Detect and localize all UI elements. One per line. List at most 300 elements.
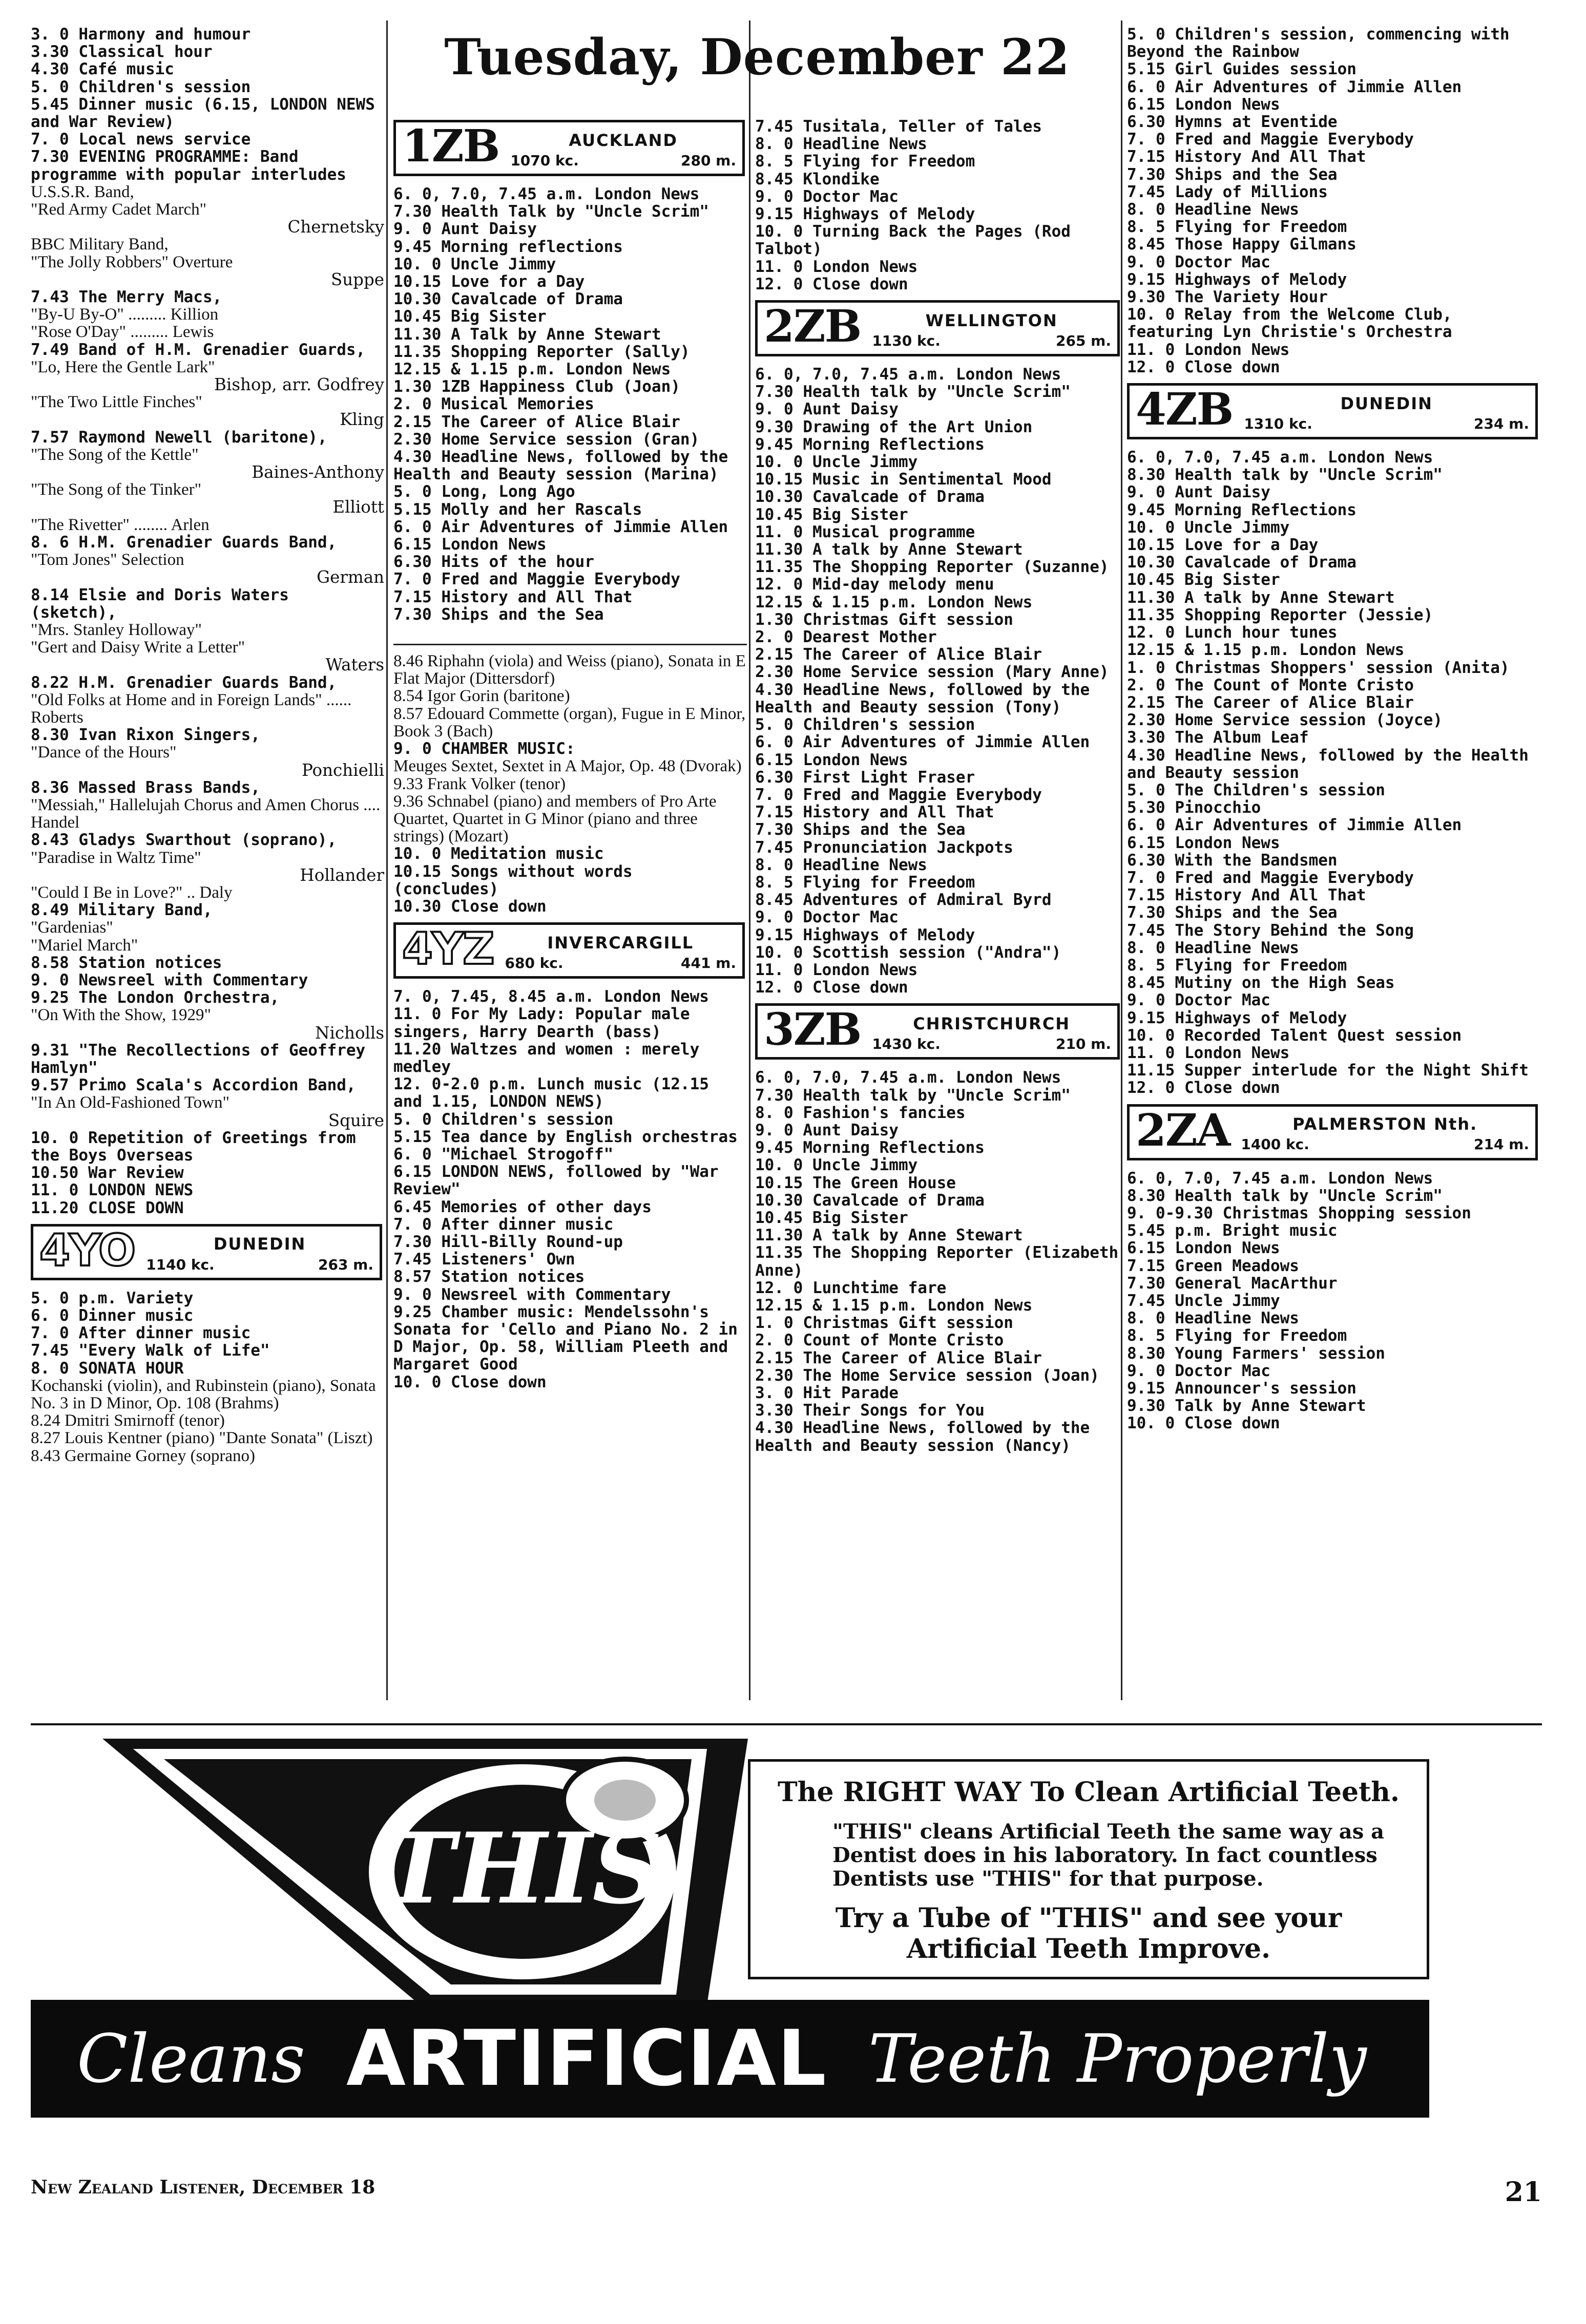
programme-line: 8.30 Ivan Rixon Singers, [31, 726, 260, 745]
programme-line: 10.30 Cavalcade of Drama [755, 1191, 985, 1210]
programme-list [755, 1069, 1122, 1454]
programme-line: 12. 0 Close down [1127, 1079, 1280, 1097]
publication-line: New Zealand Listener, December 18 [31, 2177, 375, 2198]
station-metres: 280 m. [680, 152, 736, 169]
programme-line: 6. 0 "Michael Strogoff" [393, 1145, 614, 1164]
programme-line: 9. 0 Doctor Mac [755, 187, 899, 206]
programme-line: 11. 0 London News [1127, 1043, 1290, 1062]
programme-line: "Mrs. Stanley Holloway" [31, 620, 202, 639]
programme-line: 7.43 The Merry Macs, [31, 288, 222, 307]
programme-line: 10.30 Cavalcade of Drama [755, 488, 985, 506]
programme-line: 8. 5 Flying for Freedom [1127, 1326, 1347, 1345]
programme-line: 8.14 Elsie and Doris Waters (sketch), [31, 585, 289, 622]
programme-line: "Gert and Daisy Write a Letter" [31, 638, 245, 657]
programme-list [755, 366, 1122, 996]
programme-line: 7.45 Tusitala, Teller of Tales [755, 117, 1042, 136]
programme-line: 10. 0 Repetition of Greetings from the Boys Overseas [31, 1128, 356, 1165]
programme-line: 6. 0, 7.0, 7.45 a.m. London News [1127, 448, 1433, 467]
page-number: 21 [1505, 2177, 1542, 2208]
programme-line: 3. 0 Harmony and humour [31, 25, 251, 44]
programme-line: 11. 0 London News [755, 257, 918, 276]
programme-line: 10.15 Music in Sentimental Mood [755, 470, 1052, 489]
banner-word: Teeth Properly [868, 2020, 1367, 2098]
programme-line: "The Song of the Kettle" [31, 445, 199, 464]
programme-line: 12. 0 Close down [755, 978, 908, 997]
station-box-4yz [393, 922, 745, 979]
programme-line: 2.30 Home Service session (Mary Anne) [755, 663, 1109, 682]
station-metres: 234 m. [1473, 415, 1529, 432]
programme-line: 11. 0 LONDON NEWS [31, 1181, 194, 1200]
programme-line: 12. 0 Lunch hour tunes [1127, 623, 1338, 642]
programme-line: 10.30 Close down [393, 897, 547, 916]
column-1 [31, 26, 384, 1465]
programme-line: 8.45 Klondike [755, 170, 880, 188]
station-metres: 265 m. [1055, 332, 1111, 349]
programme-line: Squire [328, 1110, 384, 1130]
programme-line: 9.25 The London Orchestra, [31, 988, 280, 1007]
station-kc: 1130 kc. [872, 332, 941, 349]
programme-line: 1.30 1ZB Happiness Club (Joan) [393, 377, 680, 396]
programme-line: "In An Old-Fashioned Town" [31, 1093, 229, 1112]
programme-line: 10. 0 Relay from the Welcome Club, featuring Lyn Christie's Orchestra [1127, 305, 1452, 342]
programme-line: U.S.S.R. Band, [31, 182, 134, 201]
programme-line: 9. 0 Aunt Daisy [393, 220, 537, 239]
station-box-4zb [1127, 383, 1538, 439]
programme-line: 8.30 Health talk by "Uncle Scrim" [1127, 466, 1443, 484]
programme-line: 8. 0 Headline News [1127, 1309, 1299, 1328]
column-3 [755, 118, 1122, 1454]
programme-line: 7.45 Pronunciation Jackpots [755, 838, 1013, 857]
programme-line: "Could I Be in Love?" .. Daly [31, 883, 233, 902]
programme-line: 8. 5 Flying for Freedom [1127, 218, 1347, 237]
programme-line: 12.15 & 1.15 p.m. London News [1127, 641, 1405, 660]
column-2-header [393, 26, 1121, 95]
programme-line: 10. 0 Meditation music [393, 844, 604, 863]
column-2 [393, 113, 747, 1391]
programme-line: Kochanski (violin), and Rubinstein (piano), Sonata No. 3 in D Minor, Op. 108 (Brahms) [31, 1376, 376, 1413]
programme-line: "Lo, Here the Gentle Lark" [31, 357, 215, 376]
programme-line: 12. 0-2.0 p.m. Lunch music (12.15 and 1.15, LONDON NEWS) [393, 1075, 709, 1111]
programme-line: Baines-Anthony [252, 462, 384, 482]
programme-line: 10. 0 Uncle Jimmy [755, 1156, 918, 1175]
programme-line: Nicholls [315, 1023, 384, 1043]
programme-line: 6.30 With the Bandsmen [1127, 851, 1338, 870]
programme-line: 6.15 London News [1127, 1239, 1280, 1258]
programme-line: 7. 0 After dinner music [393, 1215, 614, 1234]
programme-line: 5.15 Girl Guides session [1127, 60, 1357, 79]
column-rule [749, 20, 750, 1700]
programme-line: 8. 0 Headline News [1127, 200, 1299, 219]
programme-line: 8. 0 Fashion's fancies [755, 1103, 966, 1122]
divider [393, 644, 747, 645]
advertisement [31, 1739, 1429, 2138]
station-metres: 210 m. [1055, 1036, 1111, 1053]
column-rule [386, 20, 388, 1700]
programme-line: 9. 0 Newsreel with Commentary [393, 1285, 671, 1304]
programme-line: 6. 0, 7.0, 7.45 a.m. London News [755, 365, 1061, 384]
programme-line: 9.15 Announcer's session [1127, 1379, 1357, 1398]
programme-line: 6.15 LONDON NEWS, followed by "War Review" [393, 1163, 719, 1199]
programme-line: 5.30 Pinocchio [1127, 798, 1261, 817]
station-call: 4YO [39, 1224, 135, 1276]
programme-line: 9.15 Highways of Melody [755, 205, 975, 224]
programme-line: 6.30 Hymns at Eventide [1127, 113, 1338, 132]
programme-line: 6. 0, 7.0, 7.45 a.m. London News [1127, 1169, 1433, 1188]
programme-line: 9. 0 Doctor Mac [1127, 1361, 1270, 1380]
programme-line: 9. 0 Doctor Mac [1127, 991, 1270, 1010]
programme-line: 7.15 Green Meadows [1127, 1256, 1299, 1275]
programme-line: Chernetsky [287, 217, 384, 237]
programme-line: 9.30 Talk by Anne Stewart [1127, 1397, 1366, 1415]
programme-line: 11.35 The Shopping Reporter (Suzanne) [755, 558, 1109, 577]
programme-line: 7.45 Lady of Millions [1127, 182, 1328, 201]
programme-list [393, 185, 747, 623]
station-city: DUNEDIN [1340, 393, 1433, 413]
programme-line: 7.30 Health Talk by "Uncle Scrim" [393, 202, 709, 221]
programme-line: 2.30 Home Service session (Gran) [393, 430, 700, 449]
programme-line: 7.30 Hill-Billy Round-up [393, 1232, 623, 1251]
programme-line: 6. 0 Dinner music [31, 1306, 194, 1325]
programme-line: 10.15 Songs without words (concludes) [393, 862, 633, 898]
programme-line: 7.15 History And All That [1127, 886, 1366, 905]
programme-line: 9.15 Highways of Melody [1127, 1008, 1347, 1027]
programme-line: 3. 0 Hit Parade [755, 1384, 899, 1402]
programme-line: 8.27 Louis Kentner (piano) "Dante Sonata" (Liszt) [31, 1429, 373, 1448]
programme-line: 6.30 Hits of the hour [393, 553, 594, 572]
programme-line: 9.25 Chamber music: Mendelssohn's Sonata for 'Cello and Piano No. 2 in D Major, Op. 58, William Pleeth and Margaret Good [393, 1302, 738, 1374]
programme-line: 2.15 The Career of Alice Blair [755, 1348, 1042, 1367]
station-city: PALMERSTON Nth. [1292, 1114, 1478, 1134]
programme-line: 7. 0 After dinner music [31, 1324, 251, 1343]
programme-line: 9. 0 Aunt Daisy [755, 1121, 899, 1139]
programme-line: 8. 5 Flying for Freedom [755, 873, 975, 892]
programme-line: 7.15 History and All That [393, 587, 633, 606]
programme-line: 10.45 Big Sister [755, 505, 908, 524]
programme-line: 8.45 Those Happy Gilmans [1127, 235, 1357, 254]
station-call: 2ZB [764, 301, 861, 353]
station-call: 4YZ [402, 923, 494, 975]
programme-line: 5.45 Dinner music (6.15, LONDON NEWS and War Review) [31, 95, 375, 132]
station-call: 4ZB [1136, 384, 1233, 436]
station-metres: 214 m. [1473, 1136, 1529, 1153]
programme-line: 2.30 Home Service session (Joyce) [1127, 711, 1443, 730]
programme-line: 7.45 Listeners' Own [393, 1250, 575, 1269]
section-rule [31, 1723, 1542, 1725]
programme-line: 10. 0 Recorded Talent Quest session [1127, 1026, 1462, 1045]
programme-line: 12.15 & 1.15 p.m. London News [755, 593, 1033, 611]
programme-line: 7.45 The Story Behind the Song [1127, 921, 1414, 940]
programme-line: 8.45 Mutiny on the High Seas [1127, 974, 1395, 992]
programme-line: 7.57 Raymond Newell (baritone), [31, 428, 327, 447]
programme-list [393, 652, 747, 915]
programme-line: 1. 0 Christmas Shoppers' session (Anita) [1127, 658, 1510, 677]
programme-line: Ponchielli [302, 760, 384, 780]
programme-line: 11.30 A talk by Anne Stewart [1127, 588, 1395, 607]
programme-line: 11.15 Supper interlude for the Night Shift [1127, 1061, 1529, 1080]
programme-line: 7.45 "Every Walk of Life" [31, 1341, 270, 1360]
programme-line: 12. 0 Lunchtime fare [755, 1278, 947, 1297]
programme-line: "Paradise in Waltz Time" [31, 848, 201, 867]
programme-line: "Rose O'Day" ......... Lewis [31, 323, 214, 342]
programme-line: 8. 0 SONATA HOUR [31, 1359, 184, 1378]
programme-line: 11. 0 London News [1127, 340, 1290, 359]
programme-line: Hollander [300, 865, 384, 885]
programme-line: 6.15 London News [1127, 95, 1280, 114]
programme-line: 4.30 Headline News, followed by the Health and Beauty session (Tony) [755, 680, 1090, 716]
programme-line: 9. 0 Doctor Mac [1127, 252, 1270, 271]
programme-line: BBC Military Band, [31, 235, 169, 254]
programme-line: "The Jolly Robbers" Overture [31, 252, 233, 271]
banner-word: ARTIFICIAL [346, 2014, 827, 2103]
programme-line: 10.30 Cavalcade of Drama [1127, 553, 1357, 572]
programme-line: 10.45 Big Sister [393, 307, 547, 326]
programme-line: 7.45 Uncle Jimmy [1127, 1292, 1280, 1310]
programme-line: 8. 0 Headline News [755, 855, 927, 874]
programme-line: 8.30 Young Farmers' session [1127, 1344, 1385, 1363]
programme-line: 2.15 The Career of Alice Blair [393, 412, 680, 431]
programme-line: 6. 0, 7.0, 7.45 a.m. London News [755, 1068, 1061, 1087]
station-city: AUCKLAND [569, 130, 678, 150]
programme-line: 5.15 Molly and her Rascals [393, 500, 642, 519]
page-footer [31, 2177, 1542, 2208]
station-city: DUNEDIN [213, 1234, 306, 1254]
programme-line: 10.45 Big Sister [1127, 571, 1280, 589]
programme-line: 10.45 Big Sister [755, 1208, 908, 1227]
programme-line: 9.57 Primo Scala's Accordion Band, [31, 1076, 356, 1095]
programme-line: "Gardenias" [31, 918, 113, 937]
station-kc: 1400 kc. [1241, 1136, 1309, 1153]
programme-line: 11.35 The Shopping Reporter (Elizabeth Anne) [755, 1243, 1119, 1280]
programme-line: "Dance of the Hours" [31, 743, 177, 762]
programme-line: 10.15 Love for a Day [393, 272, 585, 291]
programme-line: 10. 0 Uncle Jimmy [393, 255, 556, 273]
programme-line: 8.24 Dmitri Smirnoff (tenor) [31, 1411, 225, 1430]
programme-line: 9. 0 Aunt Daisy [1127, 483, 1270, 502]
programme-line: 12.15 & 1.15 p.m. London News [393, 360, 671, 379]
programme-line: 8. 0 Headline News [755, 135, 927, 154]
programme-line: 9. 0-9.30 Christmas Shopping session [1127, 1203, 1471, 1222]
programme-line: "On With the Show, 1929" [31, 1006, 211, 1025]
column-4 [1127, 26, 1540, 1432]
programme-line: 4.30 Headline News, followed by the Health and Beauty session (Marina) [393, 448, 728, 484]
programme-line: 6. 0 Air Adventures of Jimmie Allen [755, 733, 1090, 752]
programme-line: 12. 0 Close down [1127, 357, 1280, 376]
brand-logo: THIS [382, 1811, 663, 1926]
programme-line: 11.20 Waltzes and women : merely medley [393, 1040, 700, 1076]
station-kc: 680 kc. [505, 954, 564, 971]
programme-line: 6.30 First Light Fraser [755, 768, 975, 787]
programme-line: 7.30 Health talk by "Uncle Scrim" [755, 1086, 1071, 1105]
programme-line: "Tom Jones" Selection [31, 551, 184, 569]
programme-line: 10.30 Cavalcade of Drama [393, 290, 623, 309]
programme-line: 2.30 The Home Service session (Joan) [755, 1366, 1099, 1385]
programme-list [31, 1290, 384, 1465]
programme-line: 10.15 The Green House [755, 1173, 956, 1192]
programme-line: 5. 0 p.m. Variety [31, 1288, 194, 1307]
programme-line: 7.30 EVENING PROGRAMME: Band programme with popular interludes [31, 147, 346, 184]
programme-line: 7. 0 Fred and Maggie Everybody [1127, 130, 1414, 149]
programme-line: 8.43 Germaine Gorney (soprano) [31, 1446, 256, 1465]
programme-line: 5.45 p.m. Bright music [1127, 1221, 1338, 1240]
programme-line: "By-U By-O" ......... Killion [31, 305, 219, 324]
programme-line: 11. 0 Musical programme [755, 522, 975, 541]
programme-line: 6.15 London News [1127, 833, 1280, 852]
programme-line: 6. 0 Air Adventures of Jimmie Allen [1127, 816, 1462, 835]
station-box-3zb [755, 1003, 1120, 1060]
programme-line: 8.36 Massed Brass Bands, [31, 778, 260, 797]
programme-line: 11. 0 London News [755, 960, 918, 979]
programme-line: 8. 6 H.M. Grenadier Guards Band, [31, 533, 337, 552]
programme-line: 10. 0 Uncle Jimmy [1127, 518, 1290, 537]
station-box-4yo [31, 1224, 382, 1280]
programme-line: 8.45 Adventures of Admiral Byrd [755, 891, 1052, 910]
programme-line: 7.15 History And All That [1127, 147, 1366, 166]
programme-line: 8. 0 Headline News [1127, 938, 1299, 957]
station-kc: 1310 kc. [1244, 415, 1312, 432]
programme-line: 8.58 Station notices [31, 953, 222, 972]
programme-line: 7. 0, 7.45, 8.45 a.m. London News [393, 987, 709, 1006]
programme-line: 9. 0 Doctor Mac [755, 908, 899, 927]
programme-line: 9.15 Highways of Melody [1127, 270, 1347, 289]
programme-line: 11. 0 For My Lady: Popular male singers, Harry Dearth (bass) [393, 1005, 690, 1041]
programme-line: 6. 0, 7.0, 7.45 a.m. London News [393, 185, 700, 203]
programme-line: 10.50 War Review [31, 1164, 184, 1182]
programme-line: 8.46 Riphahn (viola) and Weiss (piano), Sonata in E Flat Major (Dittersdorf) [393, 652, 746, 688]
programme-line: "Messiah," Hallelujah Chorus and Amen Chorus .... Handel [31, 795, 381, 832]
programme-line: 8. 5 Flying for Freedom [755, 152, 975, 171]
programme-line: Bishop, arr. Godfrey [214, 375, 384, 395]
station-city: WELLINGTON [925, 310, 1058, 330]
programme-list [1127, 449, 1540, 1097]
programme-line: 11.35 Shopping Reporter (Jessie) [1127, 605, 1433, 624]
ad-copy-box [748, 1759, 1429, 1979]
station-metres: 263 m. [318, 1256, 373, 1273]
programme-line: 9.45 Morning Reflections [755, 1138, 985, 1157]
programme-list [1127, 26, 1540, 376]
station-metres: 441 m. [680, 954, 736, 971]
programme-line: Meuges Sextet, Sextet in A Major, Op. 48 (Dvorak) [393, 757, 742, 776]
programme-line: 6.15 London News [755, 750, 908, 769]
programme-line: "The Two Little Finches" [31, 393, 202, 412]
programme-line: 2. 0 Musical Memories [393, 395, 594, 414]
programme-line: 7. 0 Fred and Maggie Everybody [755, 785, 1042, 804]
programme-line: 7.30 Ships and the Sea [755, 820, 966, 839]
programme-line: 2.15 The Career of Alice Blair [755, 645, 1042, 664]
programme-line: 1. 0 Christmas Gift session [755, 1314, 1013, 1333]
ad-body: "THIS" cleans Artificial Teeth the same way as a Dentist does in his laboratory. In fact countless Dentists use "THIS" for that purpose. [832, 1820, 1385, 1891]
programme-line: 9.30 Drawing of the Art Union [755, 417, 1033, 436]
programme-line: 12. 0 Close down [755, 274, 908, 293]
programme-line: German [317, 567, 384, 587]
station-city: INVERCARGILL [547, 933, 694, 953]
station-box-1zb [393, 120, 745, 176]
programme-list [755, 118, 1122, 293]
programme-line: "Old Folks at Home and in Foreign Lands" ...... Roberts [31, 690, 352, 727]
programme-line: 5. 0 Children's session [31, 77, 251, 96]
programme-line: 8.57 Station notices [393, 1267, 585, 1286]
programme-line: 11.30 A Talk by Anne Stewart [393, 325, 661, 344]
programme-line: 9. 0 Aunt Daisy [755, 400, 899, 419]
programme-line: 5. 0 Children's session [755, 715, 975, 734]
programme-line: 4.30 Headline News, followed by the Health and Beauty session (Nancy) [755, 1419, 1090, 1455]
programme-line: 8.57 Edouard Commette (organ), Fugue in E Minor, Book 3 (Bach) [393, 704, 746, 741]
programme-line: 5.15 Tea dance by English orchestras [393, 1127, 738, 1146]
programme-line: 12.15 & 1.15 p.m. London News [755, 1296, 1033, 1315]
programme-line: 11.30 A talk by Anne Stewart [755, 1226, 1023, 1245]
programme-line: 6. 0 Air Adventures of Jimmie Allen [1127, 77, 1462, 96]
programme-line: 5. 0 The Children's session [1127, 780, 1385, 799]
programme-line: 3.30 Classical hour [31, 43, 213, 61]
page-title: Tuesday, December 22 [444, 28, 1070, 86]
programme-line: Kling [340, 410, 384, 430]
station-call: 1ZB [402, 120, 499, 172]
programme-list [393, 988, 747, 1391]
ad-call-to-action: Try a Tube of "THIS" and see your Artificial Teeth Improve. [835, 1903, 1342, 1964]
toothpaste-tube-illustration [102, 1739, 748, 2005]
programme-line: 11.30 A talk by Anne Stewart [755, 540, 1023, 559]
programme-line: 7.30 Ships and the Sea [1127, 903, 1338, 922]
programme-line: 10. 0 Scottish session ("Andra") [755, 943, 1061, 962]
programme-line: Waters [325, 655, 384, 675]
programme-line: 9.45 Morning Reflections [755, 435, 985, 454]
programme-line: 10.15 Love for a Day [1127, 536, 1319, 555]
programme-line: 2. 0 The Count of Monte Cristo [1127, 675, 1414, 694]
programme-line: 3.30 The Album Leaf [1127, 728, 1309, 747]
programme-line: 4.30 Café music [31, 60, 174, 79]
banner-word: Cleans [77, 2020, 305, 2098]
programme-line: 5. 0 Long, Long Ago [393, 482, 575, 501]
programme-line: "Mariel March" [31, 936, 138, 955]
programme-line: 2.15 The Career of Alice Blair [1127, 693, 1414, 712]
station-call: 3ZB [764, 1004, 861, 1056]
programme-line: 7. 0 Fred and Maggie Everybody [1127, 868, 1414, 887]
programme-line: 2. 0 Dearest Mother [755, 628, 937, 647]
programme-line: 1.30 Christmas Gift session [755, 610, 1013, 629]
programme-line: 9.15 Highways of Melody [755, 925, 975, 944]
programme-line: 9.45 Morning Reflections [1127, 500, 1357, 519]
programme-line: 9. 0 Newsreel with Commentary [31, 970, 308, 989]
programme-line: 8.54 Igor Gorin (baritone) [393, 687, 570, 706]
programme-line: 6.45 Memories of other days [393, 1197, 652, 1216]
programme-line: 7.30 Ships and the Sea [1127, 165, 1338, 184]
station-box-2zb [755, 300, 1120, 356]
programme-line: 10. 0 Close down [1127, 1414, 1280, 1433]
programme-line: 8.49 Military Band, [31, 901, 213, 920]
programme-line: 7.15 History and All That [755, 803, 994, 822]
programme-line: Suppe [330, 269, 384, 289]
station-kc: 1140 kc. [146, 1256, 215, 1273]
programme-line: 9.36 Schnabel (piano) and members of Pro Arte Quartet, Quartet in G Minor (piano and three strings) (Mozart) [393, 792, 717, 846]
programme-line: 7.30 General MacArthur [1127, 1274, 1338, 1293]
programme-line: 5. 0 Children's session [393, 1110, 614, 1129]
programme-line: 5. 0 Children's session, commencing with Beyond the Rainbow [1127, 25, 1510, 61]
programme-line: "The Rivetter" ........ Arlen [31, 515, 210, 534]
programme-line: 4.30 Headline News, followed by the Health and Beauty session [1127, 746, 1529, 782]
programme-line: 6.15 London News [393, 535, 547, 554]
programme-list [1127, 1170, 1540, 1432]
programme-line: 6. 0 Air Adventures of Jimmie Allen [393, 517, 728, 536]
programme-line: 7.30 Health talk by "Uncle Scrim" [755, 383, 1071, 402]
programme-line: 8.43 Gladys Swarthout (soprano), [31, 831, 337, 850]
programme-line: 12. 0 Mid-day melody menu [755, 575, 994, 594]
programme-line: 9. 0 CHAMBER MUSIC: [393, 740, 575, 758]
programme-line: 3.30 Their Songs for You [755, 1401, 985, 1420]
programme-line: 11.35 Shopping Reporter (Sally) [393, 342, 690, 361]
programme-line: 2. 0 Count of Monte Cristo [755, 1331, 1004, 1350]
station-kc: 1430 kc. [872, 1036, 941, 1053]
programme-line: 11.20 CLOSE DOWN [31, 1198, 184, 1217]
programme-line: 9.30 The Variety Hour [1127, 288, 1328, 307]
